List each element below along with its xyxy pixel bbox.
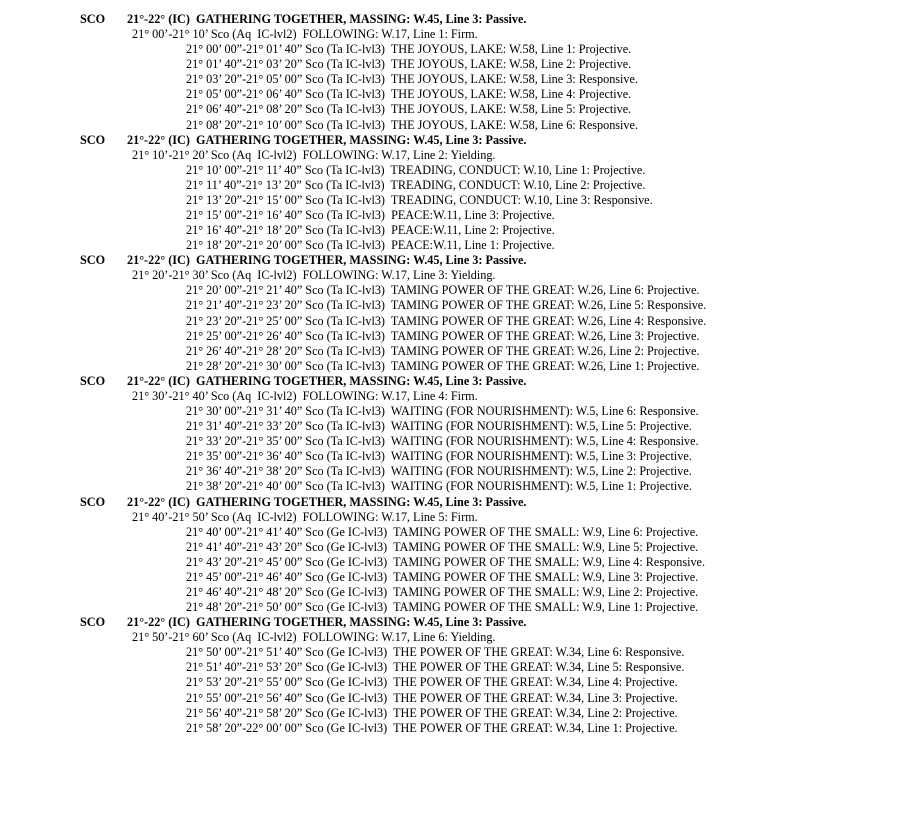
list-item: 21° 58’ 20”-22° 00’ 00” Sco (Ge IC-lvl3) THE POWER OF THE GREAT: W.34, Line 1: Projective. — [186, 720, 678, 735]
list-item: 21° 26’ 40”-21° 28’ 20” Sco (Ta IC-lvl3) TAMING POWER OF THE GREAT: W.26, Line 2: Projective. — [186, 343, 700, 358]
sign-label: SCO — [80, 253, 106, 268]
sign-label: SCO — [80, 615, 106, 630]
list-item: 21° 13’ 20”-21° 15’ 00” Sco (Ta IC-lvl3) TREADING, CONDUCT: W.10, Line 3: Responsive. — [186, 192, 653, 207]
group-header — [0, 133, 900, 148]
sub-entry: 21° 40’-21° 50’ Sco (Aq IC-lvl2) FOLLOWING: W.17, Line 5: Firm. — [132, 509, 478, 524]
list-item: 21° 30’ 00”-21° 31’ 40” Sco (Ta IC-lvl3) WAITING (FOR NOURISHMENT): W.5, Line 6: Responsive. — [186, 404, 699, 419]
list-item: 21° 31’ 40”-21° 33’ 20” Sco (Ta IC-lvl3) WAITING (FOR NOURISHMENT): W.5, Line 5: Projective. — [186, 419, 692, 434]
list-item: 21° 50’ 00”-21° 51’ 40” Sco (Ge IC-lvl3) THE POWER OF THE GREAT: W.34, Line 6: Responsive. — [186, 645, 685, 660]
list-item: 21° 15’ 00”-21° 16’ 40” Sco (Ta IC-lvl3) PEACE:W.11, Line 3: Projective. — [186, 208, 555, 223]
degree-group — [0, 133, 900, 254]
list-item: 21° 00’ 00”-21° 01’ 40” Sco (Ta IC-lvl3) THE JOYOUS, LAKE: W.58, Line 1: Projective. — [186, 42, 632, 57]
list-item: 21° 51’ 40”-21° 53’ 20” Sco (Ge IC-lvl3) THE POWER OF THE GREAT: W.34, Line 5: Responsive. — [186, 660, 685, 675]
list-item: 21° 16’ 40”-21° 18’ 20” Sco (Ta IC-lvl3) PEACE:W.11, Line 2: Projective. — [186, 223, 555, 238]
list-item: 21° 20’ 00”-21° 21’ 40” Sco (Ta IC-lvl3) TAMING POWER OF THE GREAT: W.26, Line 6: Projective. — [186, 283, 700, 298]
sub-entry: 21° 30’-21° 40’ Sco (Aq IC-lvl2) FOLLOWING: W.17, Line 4: Firm. — [132, 388, 478, 403]
list-item: 21° 43’ 20”-21° 45’ 00” Sco (Ge IC-lvl3) TAMING POWER OF THE SMALL: W.9, Line 4: Responsive. — [186, 554, 706, 569]
list-item: 21° 28’ 20”-21° 30’ 00” Sco (Ta IC-lvl3) TAMING POWER OF THE GREAT: W.26, Line 1: Projective. — [186, 358, 700, 373]
sign-label: SCO — [80, 373, 106, 388]
degree-group — [0, 495, 900, 616]
group-header — [0, 12, 900, 27]
sub-entry: 21° 50’-21° 60’ Sco (Aq IC-lvl2) FOLLOWING: W.17, Line 6: Yielding. — [132, 630, 496, 645]
group-header — [0, 615, 900, 630]
list-item: 21° 40’ 00”-21° 41’ 40” Sco (Ge IC-lvl3) TAMING POWER OF THE SMALL: W.9, Line 6: Projective. — [186, 524, 699, 539]
group-header — [0, 495, 900, 510]
degree-group — [0, 253, 900, 374]
list-item: 21° 01’ 40”-21° 03’ 20” Sco (Ta IC-lvl3) THE JOYOUS, LAKE: W.58, Line 2: Projective. — [186, 57, 632, 72]
header-text: 21°-22° (IC) GATHERING TOGETHER, MASSING: W.45, Line 3: Passive. — [127, 494, 527, 509]
group-header — [0, 374, 900, 389]
list-item: 21° 45’ 00”-21° 46’ 40” Sco (Ge IC-lvl3) TAMING POWER OF THE SMALL: W.9, Line 3: Projective. — [186, 569, 699, 584]
list-item: 21° 23’ 20”-21° 25’ 00” Sco (Ta IC-lvl3) TAMING POWER OF THE GREAT: W.26, Line 4: Responsive. — [186, 313, 707, 328]
list-item: 21° 11’ 40”-21° 13’ 20” Sco (Ta IC-lvl3) TREADING, CONDUCT: W.10, Line 2: Projective. — [186, 177, 646, 192]
sub-entry: 21° 10’-21° 20’ Sco (Aq IC-lvl2) FOLLOWING: W.17, Line 2: Yielding. — [132, 147, 496, 162]
degree-group — [0, 12, 900, 133]
list-item: 21° 35’ 00”-21° 36’ 40” Sco (Ta IC-lvl3) WAITING (FOR NOURISHMENT): W.5, Line 3: Projective. — [186, 449, 692, 464]
list-item: 21° 56’ 40”-21° 58’ 20” Sco (Ge IC-lvl3) THE POWER OF THE GREAT: W.34, Line 2: Projective. — [186, 705, 678, 720]
header-text: 21°-22° (IC) GATHERING TOGETHER, MASSING: W.45, Line 3: Passive. — [127, 132, 527, 147]
list-item: 21° 25’ 00”-21° 26’ 40” Sco (Ta IC-lvl3) TAMING POWER OF THE GREAT: W.26, Line 3: Projective. — [186, 328, 700, 343]
degree-group — [0, 615, 900, 736]
sub-entry: 21° 00’-21° 10’ Sco (Aq IC-lvl2) FOLLOWING: W.17, Line 1: Firm. — [132, 27, 478, 42]
list-item: 21° 36’ 40”-21° 38’ 20” Sco (Ta IC-lvl3) WAITING (FOR NOURISHMENT): W.5, Line 2: Projective. — [186, 464, 692, 479]
document-body — [0, 12, 900, 736]
list-item: 21° 38’ 20”-21° 40’ 00” Sco (Ta IC-lvl3) WAITING (FOR NOURISHMENT): W.5, Line 1: Projective. — [186, 479, 692, 494]
list-item: 21° 10’ 00”-21° 11’ 40” Sco (Ta IC-lvl3) TREADING, CONDUCT: W.10, Line 1: Projective. — [186, 162, 646, 177]
list-item: 21° 55’ 00”-21° 56’ 40” Sco (Ge IC-lvl3) THE POWER OF THE GREAT: W.34, Line 3: Projective. — [186, 690, 678, 705]
list-item: 21° 46’ 40”-21° 48’ 20” Sco (Ge IC-lvl3) TAMING POWER OF THE SMALL: W.9, Line 2: Projective. — [186, 584, 699, 599]
header-text: 21°-22° (IC) GATHERING TOGETHER, MASSING: W.45, Line 3: Passive. — [127, 253, 527, 268]
list-item: 21° 21’ 40”-21° 23’ 20” Sco (Ta IC-lvl3) TAMING POWER OF THE GREAT: W.26, Line 5: Responsive. — [186, 298, 707, 313]
header-text: 21°-22° (IC) GATHERING TOGETHER, MASSING: W.45, Line 3: Passive. — [127, 615, 527, 630]
list-item: 21° 06’ 40”-21° 08’ 20” Sco (Ta IC-lvl3) THE JOYOUS, LAKE: W.58, Line 5: Projective. — [186, 102, 632, 117]
list-item: 21° 03’ 20”-21° 05’ 00” Sco (Ta IC-lvl3) THE JOYOUS, LAKE: W.58, Line 3: Responsive. — [186, 72, 638, 87]
list-item: 21° 41’ 40”-21° 43’ 20” Sco (Ge IC-lvl3) TAMING POWER OF THE SMALL: W.9, Line 5: Projective. — [186, 539, 699, 554]
list-item: 21° 08’ 20”-21° 10’ 00” Sco (Ta IC-lvl3) THE JOYOUS, LAKE: W.58, Line 6: Responsive. — [186, 117, 638, 132]
sub-entry: 21° 20’-21° 30’ Sco (Aq IC-lvl2) FOLLOWING: W.17, Line 3: Yielding. — [132, 268, 496, 283]
list-item: 21° 53’ 20”-21° 55’ 00” Sco (Ge IC-lvl3) THE POWER OF THE GREAT: W.34, Line 4: Projective. — [186, 675, 678, 690]
sign-label: SCO — [80, 132, 106, 147]
header-text: 21°-22° (IC) GATHERING TOGETHER, MASSING: W.45, Line 3: Passive. — [127, 373, 527, 388]
list-item: 21° 48’ 20”-21° 50’ 00” Sco (Ge IC-lvl3) TAMING POWER OF THE SMALL: W.9, Line 1: Projective. — [186, 600, 699, 615]
sign-label: SCO — [80, 12, 106, 26]
sign-label: SCO — [80, 494, 106, 509]
header-text: 21°-22° (IC) GATHERING TOGETHER, MASSING: W.45, Line 3: Passive. — [127, 12, 527, 26]
group-header — [0, 253, 900, 268]
degree-group — [0, 374, 900, 495]
list-item: 21° 05’ 00”-21° 06’ 40” Sco (Ta IC-lvl3) THE JOYOUS, LAKE: W.58, Line 4: Projective. — [186, 87, 632, 102]
list-item: 21° 18’ 20”-21° 20’ 00” Sco (Ta IC-lvl3) PEACE:W.11, Line 1: Projective. — [186, 238, 555, 253]
list-item: 21° 33’ 20”-21° 35’ 00” Sco (Ta IC-lvl3) WAITING (FOR NOURISHMENT): W.5, Line 4: Responsive. — [186, 434, 699, 449]
